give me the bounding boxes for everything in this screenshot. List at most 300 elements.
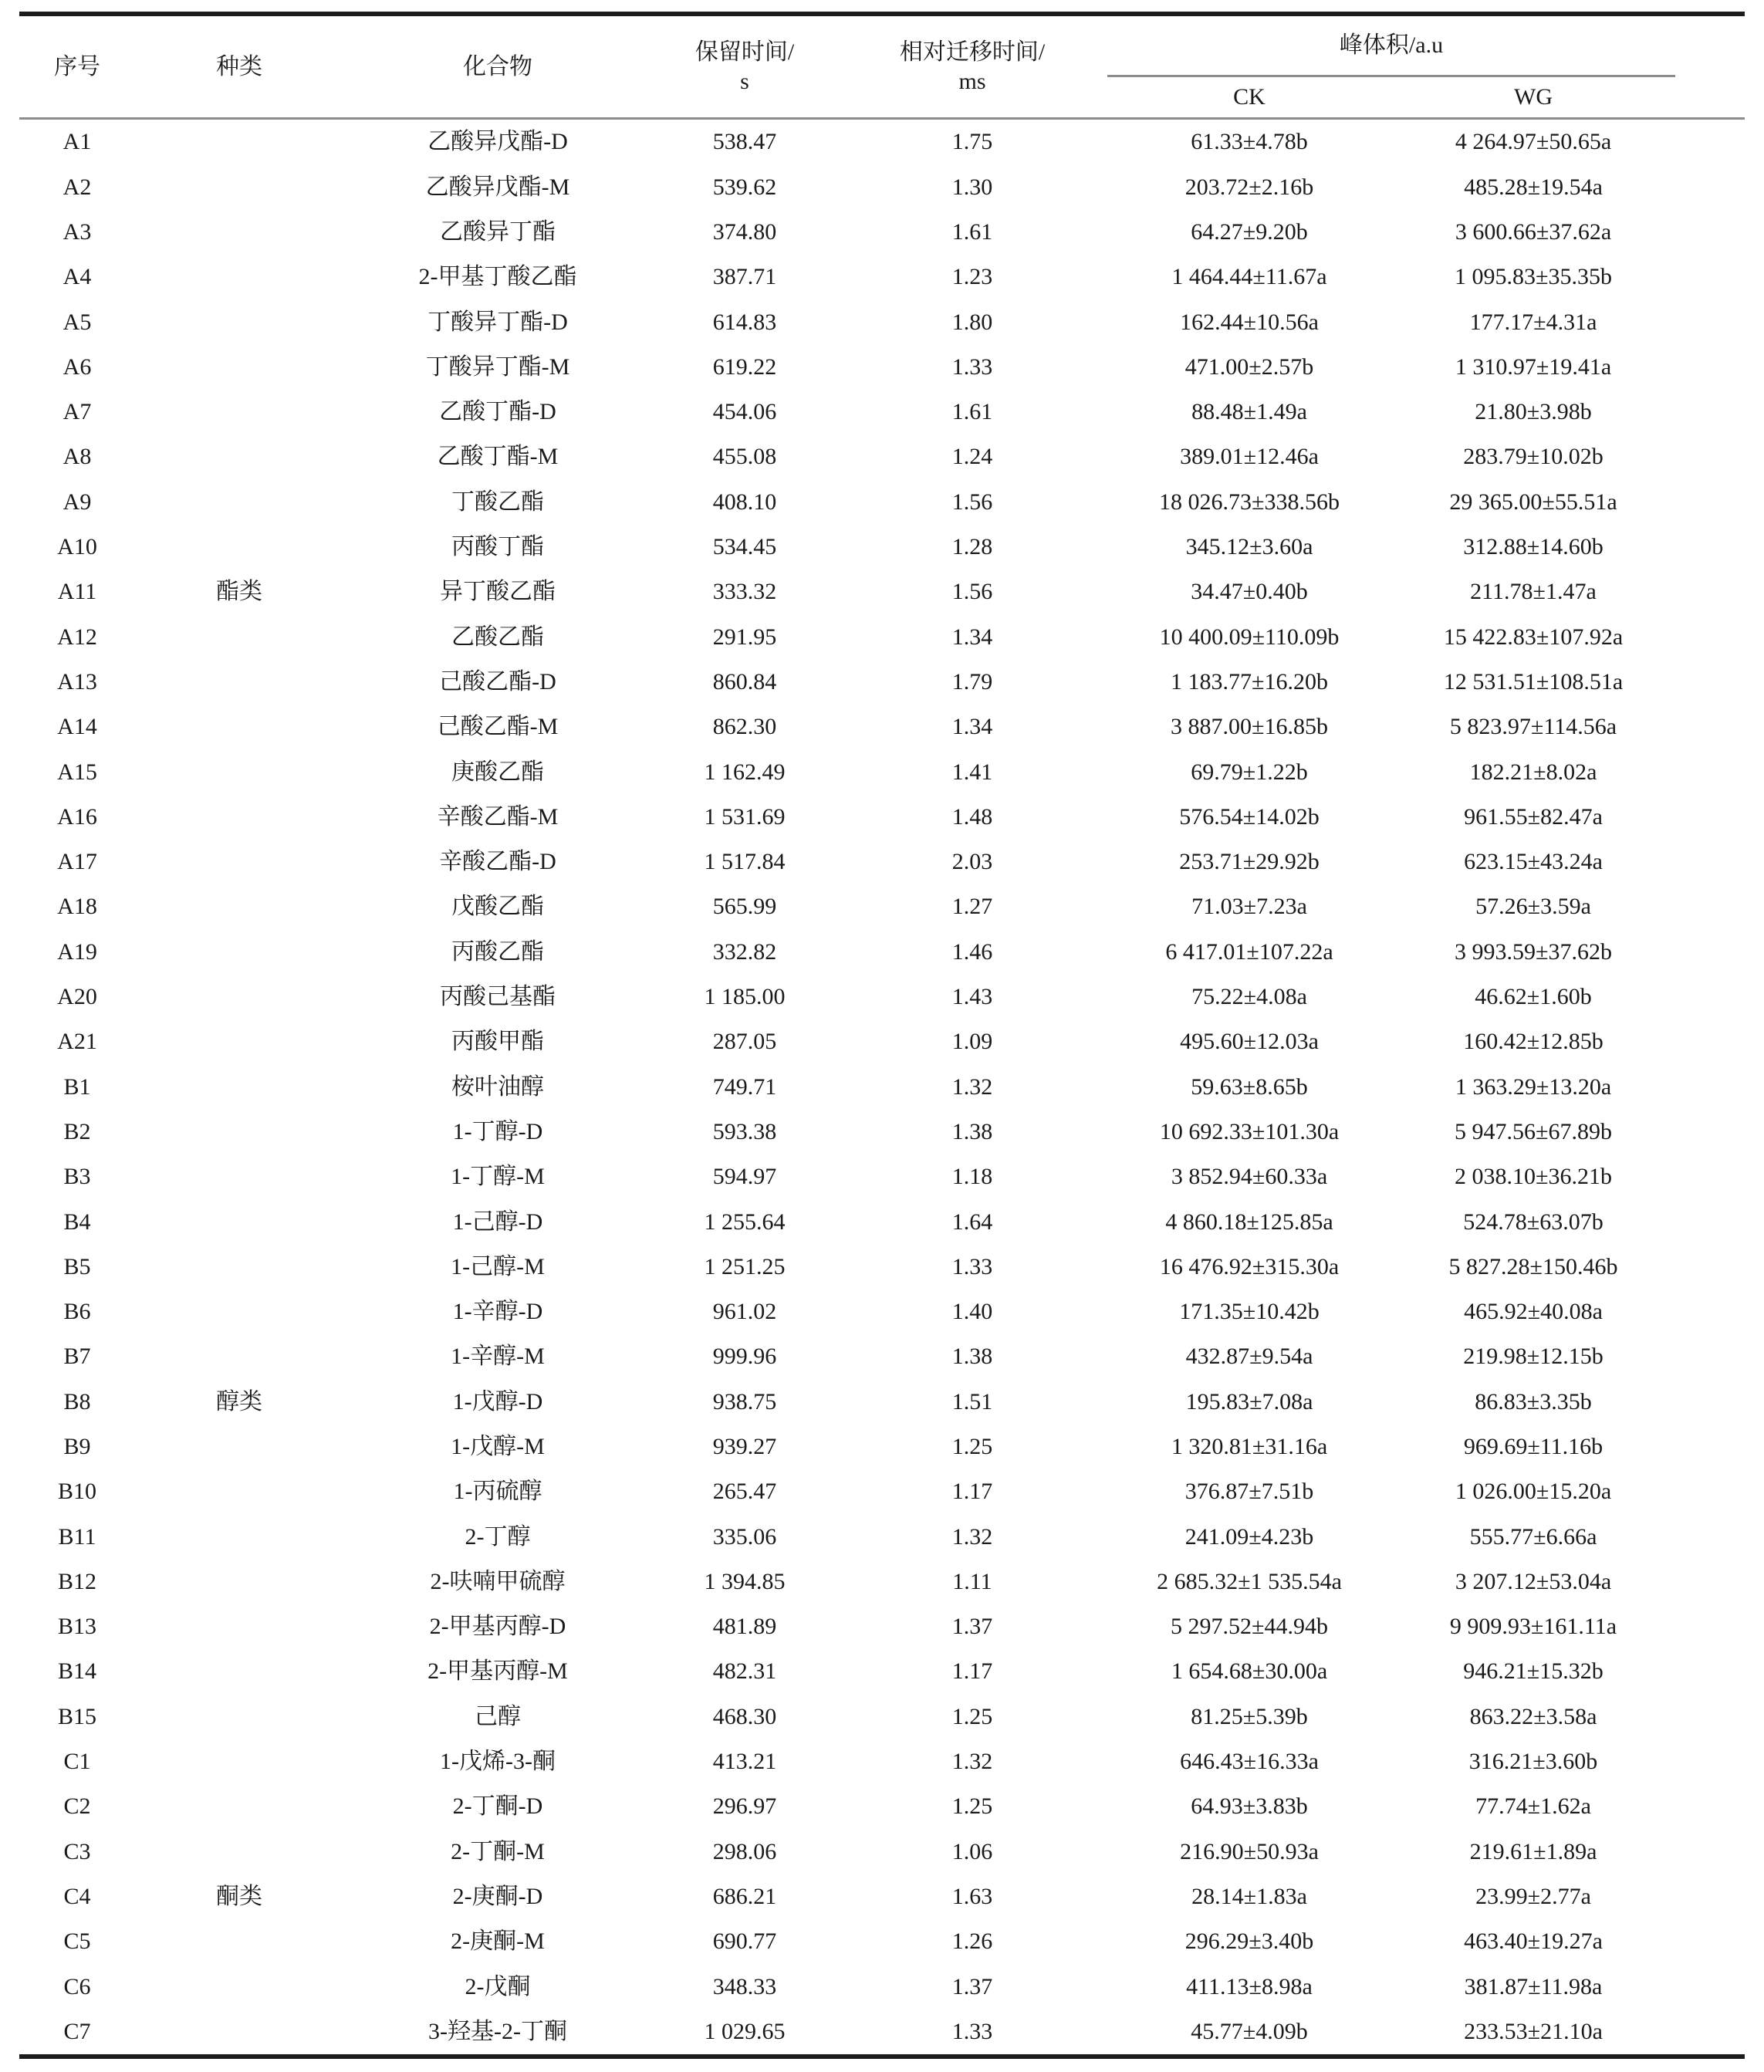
header-seq: 序号 [19,14,135,119]
header-retention-time [652,14,837,119]
cell-wg-value: 2 038.10±36.21b [1455,1164,1612,1190]
cell-retention-time: 374.80 [712,218,777,245]
cell-type: 酮类 [216,1883,262,1909]
cell-ck-value: 71.03±7.23a [1191,894,1307,920]
header-migration-line1: 相对迁移时间/ [899,39,1046,65]
cell-filler [1675,1560,1745,1604]
cell-type [135,1019,343,1064]
table-row [19,525,1745,570]
cell-type [135,1290,343,1334]
cell-wg-value: 219.98±12.15b [1463,1344,1603,1370]
table-row [19,929,1745,974]
cell-wg-value: 5 823.97±114.56a [1449,714,1617,740]
cell-wg-value: 211.78±1.47a [1470,579,1597,605]
cell-seq: A3 [63,218,92,245]
table-row [19,210,1745,255]
cell-retention-time: 594.97 [712,1164,777,1190]
cell-seq: C6 [63,1973,91,1999]
cell-filler [1675,749,1745,794]
cell-type [135,164,343,209]
cell-wg-value: 233.53±21.10a [1464,2018,1603,2044]
cell-seq: A10 [57,534,97,560]
cell-retention-time: 565.99 [712,894,777,920]
cell-ck-value: 576.54±14.02b [1179,803,1320,830]
table-row [19,1154,1745,1199]
cell-filler [1675,794,1745,839]
table-row [19,1199,1745,1244]
cell-wg-value: 961.55±82.47a [1464,803,1603,830]
cell-ck-value: 471.00±2.57b [1184,353,1314,380]
cell-migration-time: 1.30 [951,174,993,200]
cell-seq: A15 [57,759,97,785]
cell-type [135,1064,343,1109]
table-row [19,705,1745,749]
cell-retention-time: 335.06 [712,1523,777,1550]
cell-retention-time: 296.97 [712,1793,777,1820]
cell-retention-time: 690.77 [712,1928,777,1955]
cell-compound: 丁酸乙酯 [451,488,544,515]
cell-filler [1675,1064,1745,1109]
cell-filler [1675,975,1745,1019]
cell-ck-value: 34.47±0.40b [1191,579,1308,605]
cell-wg-value: 485.28±19.54a [1464,174,1603,200]
cell-type [135,1604,343,1649]
cell-wg-value: 29 365.00±55.51a [1449,488,1617,515]
cell-ck-value: 432.87±9.54a [1185,1344,1313,1370]
cell-filler [1675,1649,1745,1694]
cell-seq: A16 [57,803,97,830]
cell-migration-time: 1.38 [951,1344,993,1370]
cell-migration-time: 1.48 [951,803,993,830]
table-row [19,2009,1745,2056]
cell-migration-time: 1.79 [951,668,993,695]
cell-ck-value: 28.14±1.83a [1191,1883,1307,1909]
table-row [19,570,1745,614]
cell-ck-value: 203.72±2.16b [1184,174,1314,200]
cell-filler [1675,884,1745,929]
cell-compound: 1-己醇-D [452,1208,543,1235]
cell-filler [1675,525,1745,570]
cell-seq: A17 [57,849,97,875]
cell-filler [1675,1199,1745,1244]
cell-retention-time: 1 251.25 [704,1253,786,1279]
cell-seq: C3 [63,1838,91,1864]
cell-compound: 2-甲基丙醇-M [427,1658,568,1685]
cell-type [135,1514,343,1559]
cell-filler [1675,119,1745,165]
cell-compound: 丙酸丁酯 [451,534,544,560]
table-row [19,434,1745,479]
cell-ck-value: 241.09±4.23b [1184,1523,1314,1550]
cell-wg-value: 969.69±11.16b [1463,1434,1603,1459]
cell-ck-value: 61.33±4.78b [1191,129,1308,155]
cell-seq: B3 [63,1164,91,1190]
cell-filler [1675,1964,1745,2009]
cell-type [135,794,343,839]
cell-wg-value: 463.40±19.27a [1464,1928,1603,1955]
cell-type [135,1154,343,1199]
cell-type [135,525,343,570]
table-body [19,119,1745,2057]
cell-compound: 2-庚酮-D [452,1883,543,1909]
cell-compound: 辛酸乙酯-M [437,803,559,830]
cell-seq: B15 [57,1703,96,1729]
cell-type [135,1964,343,2009]
cell-retention-time: 939.27 [712,1434,777,1459]
cell-wg-value: 1 095.83±35.35b [1455,264,1612,290]
cell-ck-value: 195.83±7.08a [1185,1388,1313,1415]
cell-wg-value: 12 531.51±108.51a [1443,668,1624,695]
table-row [19,1739,1745,1784]
cell-migration-time: 1.34 [951,714,993,740]
cell-filler [1675,344,1745,389]
cell-compound: 己酸乙酯-M [437,714,559,740]
cell-ck-value: 75.22±4.08a [1191,984,1307,1010]
cell-compound: 丁酸异丁酯-D [427,309,568,335]
cell-ck-value: 376.87±7.51b [1184,1479,1314,1505]
cell-migration-time: 1.23 [951,264,993,290]
cell-wg-value: 21.80±3.98b [1475,399,1592,425]
cell-ck-value: 59.63±8.65b [1191,1073,1308,1100]
cell-seq: A2 [63,174,92,200]
cell-compound: 丁酸异丁酯-M [425,353,570,380]
table-row [19,1919,1745,1964]
cell-filler [1675,570,1745,614]
cell-filler [1675,210,1745,255]
cell-compound: 1-丁醇-D [452,1118,543,1144]
table-row [19,1334,1745,1379]
cell-seq: B8 [63,1388,91,1415]
cell-filler [1675,1154,1745,1199]
header-retention-line1: 保留时间/ [694,39,795,65]
cell-filler [1675,1244,1745,1289]
cell-filler [1675,1019,1745,1064]
cell-wg-value: 177.17±4.31a [1469,309,1597,335]
cell-compound: 丙酸甲酯 [451,1029,544,1055]
cell-seq: A12 [57,624,97,650]
table-row [19,344,1745,389]
cell-retention-time: 408.10 [712,488,777,515]
cell-wg-value: 316.21±3.60b [1468,1749,1598,1775]
cell-migration-time: 1.27 [951,894,993,920]
cell-type [135,1649,343,1694]
cell-wg-value: 9 909.93±161.11a [1449,1614,1617,1640]
cell-compound: 1-戊醇-D [452,1388,543,1415]
cell-migration-time: 1.09 [951,1029,993,1055]
cell-compound: 乙酸丁酯-D [439,399,556,425]
cell-compound: 己酸乙酯-D [439,668,556,695]
cell-seq: B12 [57,1568,96,1594]
cell-retention-time: 413.21 [712,1749,777,1775]
table-row [19,749,1745,794]
cell-retention-time: 481.89 [712,1614,777,1640]
cell-ck-value: 162.44±10.56a [1180,309,1319,335]
cell-compound: 乙酸异丁酯 [440,218,556,245]
cell-wg-value: 86.83±3.35b [1475,1388,1592,1415]
cell-migration-time: 1.80 [951,309,993,335]
table-row [19,1244,1745,1289]
cell-compound: 戊酸乙酯 [451,894,544,920]
cell-retention-time: 1 255.64 [704,1208,786,1235]
cell-filler [1675,1334,1745,1379]
table-row [19,1694,1745,1739]
table-row [19,1019,1745,1064]
table-row [19,1964,1745,2009]
cell-type [135,1919,343,1964]
cell-compound: 丙酸己基酯 [440,984,556,1010]
table-row [19,1064,1745,1109]
cell-type [135,255,343,299]
cell-type [135,390,343,434]
cell-compound: 2-呋喃甲硫醇 [430,1568,566,1594]
cell-ck-value: 253.71±29.92b [1179,849,1320,875]
cell-ck-value: 88.48±1.49a [1191,399,1307,425]
cell-type [135,2009,343,2056]
cell-ck-value: 171.35±10.42b [1179,1299,1320,1325]
cell-wg-value: 5 947.56±67.89b [1455,1118,1612,1144]
cell-migration-time: 1.38 [951,1118,993,1144]
cell-type [135,840,343,884]
cell-type [135,210,343,255]
cell-migration-time: 1.61 [951,399,993,425]
cell-seq: C5 [63,1928,91,1955]
cell-retention-time: 387.71 [712,264,777,290]
cell-migration-time: 2.03 [951,849,993,875]
cell-retention-time: 1 162.49 [704,759,786,785]
cell-retention-time: 619.22 [712,353,777,380]
cell-wg-value: 160.42±12.85b [1463,1029,1603,1055]
cell-migration-time: 1.25 [951,1703,993,1729]
cell-retention-time: 686.21 [712,1883,777,1909]
cell-migration-time: 1.43 [951,984,993,1010]
table-row [19,1829,1745,1874]
cell-compound: 1-辛醇-D [452,1299,543,1325]
cell-compound: 乙酸异戊酯-D [427,129,568,155]
cell-compound: 2-丁醇 [465,1523,531,1550]
cell-wg-value: 1 310.97±19.41a [1455,353,1612,380]
cell-seq: A11 [57,579,97,605]
table-row [19,1110,1745,1154]
cell-seq: B2 [63,1118,91,1144]
cell-type [135,344,343,389]
cell-retention-time: 1 029.65 [704,2018,786,2044]
cell-compound: 1-己醇-M [451,1253,545,1279]
cell-filler [1675,1919,1745,1964]
cell-wg-value: 77.74±1.62a [1475,1793,1591,1820]
cell-migration-time: 1.40 [951,1299,993,1325]
cell-filler [1675,1469,1745,1514]
cell-retention-time: 1 185.00 [704,984,786,1010]
cell-type: 酯类 [216,579,262,605]
cell-type [135,1694,343,1739]
cell-filler [1675,929,1745,974]
cell-seq: B5 [63,1253,91,1279]
cell-filler [1675,1874,1745,1919]
cell-retention-time: 482.31 [712,1658,777,1685]
cell-type [135,1739,343,1784]
cell-type [135,614,343,659]
cell-migration-time: 1.37 [951,1973,993,1999]
cell-migration-time: 1.11 [952,1568,992,1594]
cell-compound: 己醇 [475,1703,521,1729]
cell-ck-value: 3 852.94±60.33a [1171,1164,1328,1190]
cell-seq: A1 [63,129,92,155]
header-compound: 化合物 [343,14,652,119]
table-row [19,1425,1745,1469]
cell-retention-time: 860.84 [712,668,777,695]
cell-type [135,1199,343,1244]
cell-wg-value: 3 993.59±37.62b [1455,938,1612,965]
cell-ck-value: 216.90±50.93a [1180,1838,1319,1864]
cell-retention-time: 455.08 [712,444,777,470]
cell-filler [1675,255,1745,299]
cell-ck-value: 389.01±12.46a [1180,444,1319,470]
cell-seq: B1 [63,1073,91,1100]
cell-seq: B9 [63,1434,91,1459]
cell-compound: 1-戊烯-3-酮 [440,1749,556,1775]
cell-compound: 乙酸异戊酯-M [425,174,570,200]
header-wg: WG [1391,76,1675,119]
cell-retention-time: 1 531.69 [704,803,786,830]
cell-ck-value: 1 654.68±30.00a [1171,1658,1328,1685]
cell-wg-value: 1 026.00±15.20a [1455,1479,1612,1505]
cell-migration-time: 1.32 [951,1073,993,1100]
cell-seq: A20 [57,984,97,1010]
cell-retention-time: 287.05 [712,1029,777,1055]
table-row [19,614,1745,659]
cell-retention-time: 593.38 [712,1118,777,1144]
table-row [19,299,1745,344]
cell-wg-value: 4 264.97±50.65a [1455,129,1612,155]
cell-ck-value: 10 400.09±110.09b [1159,624,1340,650]
cell-migration-time: 1.75 [951,129,993,155]
cell-filler [1675,390,1745,434]
cell-wg-value: 3 207.12±53.04a [1455,1568,1612,1594]
cell-wg-value: 623.15±43.24a [1464,849,1603,875]
header-ck: CK [1107,76,1391,119]
cell-filler [1675,1290,1745,1334]
table-row [19,1379,1745,1424]
cell-type [135,1784,343,1829]
table-row [19,660,1745,705]
table-row [19,119,1745,165]
cell-migration-time: 1.33 [951,2018,993,2044]
cell-wg-value: 23.99±2.77a [1475,1883,1591,1909]
cell-filler [1675,434,1745,479]
cell-migration-time: 1.56 [951,488,993,515]
cell-filler [1675,1739,1745,1784]
cell-seq: A13 [57,668,97,695]
cell-migration-time: 1.61 [951,218,993,245]
cell-compound: 1-辛醇-M [451,1344,545,1370]
cell-migration-time: 1.56 [951,579,993,605]
cell-retention-time: 1 394.85 [704,1568,786,1594]
cell-wg-value: 465.92±40.08a [1464,1299,1603,1325]
cell-ck-value: 1 320.81±31.16a [1171,1434,1328,1459]
table-row [19,1604,1745,1649]
cell-wg-value: 219.61±1.89a [1469,1838,1597,1864]
cell-retention-time: 333.32 [712,579,777,605]
table-row [19,1784,1745,1829]
cell-seq: B4 [63,1208,91,1235]
cell-migration-time: 1.34 [951,624,993,650]
cell-wg-value: 555.77±6.66a [1469,1523,1597,1550]
cell-ck-value: 45.77±4.09b [1191,2018,1308,2044]
cell-filler [1675,1829,1745,1874]
cell-filler [1675,164,1745,209]
cell-ck-value: 16 476.92±315.30a [1159,1253,1340,1279]
cell-migration-time: 1.18 [951,1164,993,1190]
cell-retention-time: 961.02 [712,1299,777,1325]
cell-migration-time: 1.28 [951,534,993,560]
cell-seq: A19 [57,938,97,965]
cell-type [135,479,343,524]
cell-compound: 桉叶油醇 [451,1073,544,1100]
cell-compound: 2-戊酮 [465,1973,531,1999]
table-row [19,390,1745,434]
cell-type [135,749,343,794]
table-row [19,884,1745,929]
cell-type [135,299,343,344]
cell-type [135,434,343,479]
cell-retention-time: 265.47 [712,1479,777,1505]
table-row [19,1469,1745,1514]
table-row [19,255,1745,299]
cell-wg-value: 3 600.66±37.62a [1455,218,1612,245]
cell-type: 醇类 [216,1388,262,1415]
cell-ck-value: 6 417.01±107.22a [1165,938,1333,965]
cell-filler [1675,299,1745,344]
cell-type [135,1110,343,1154]
table-row [19,479,1745,524]
cell-filler [1675,1379,1745,1424]
cell-ck-value: 3 887.00±16.85b [1171,714,1328,740]
cell-wg-value: 5 827.28±150.46b [1448,1253,1618,1279]
table-row [19,975,1745,1019]
header-migration-line2: ms [958,68,986,94]
cell-migration-time: 1.63 [951,1883,993,1909]
cell-retention-time: 614.83 [712,309,777,335]
cell-retention-time: 938.75 [712,1388,777,1415]
cell-compound: 2-甲基丙醇-D [429,1614,566,1640]
cell-seq: A4 [63,264,92,290]
cell-migration-time: 1.33 [951,353,993,380]
cell-retention-time: 539.62 [712,174,777,200]
cell-seq: C1 [63,1749,91,1775]
cell-migration-time: 1.32 [951,1523,993,1550]
table-row [19,1514,1745,1559]
cell-compound: 1-丁醇-M [451,1164,545,1190]
cell-retention-time: 538.47 [712,129,777,155]
table-row [19,164,1745,209]
cell-ck-value: 10 692.33±101.30a [1159,1118,1340,1144]
cell-seq: A7 [63,399,92,425]
header-migration-time [837,14,1107,119]
cell-type [135,1425,343,1469]
cell-type [135,884,343,929]
cell-filler [1675,479,1745,524]
cell-seq: A14 [57,714,97,740]
cell-seq: A18 [57,894,97,920]
cell-migration-time: 1.17 [951,1658,993,1685]
cell-seq: B6 [63,1299,91,1325]
cell-filler [1675,1110,1745,1154]
cell-seq: B14 [57,1658,96,1685]
cell-ck-value: 81.25±5.39b [1191,1703,1308,1729]
cell-type [135,660,343,705]
cell-type [135,1829,343,1874]
cell-filler [1675,660,1745,705]
